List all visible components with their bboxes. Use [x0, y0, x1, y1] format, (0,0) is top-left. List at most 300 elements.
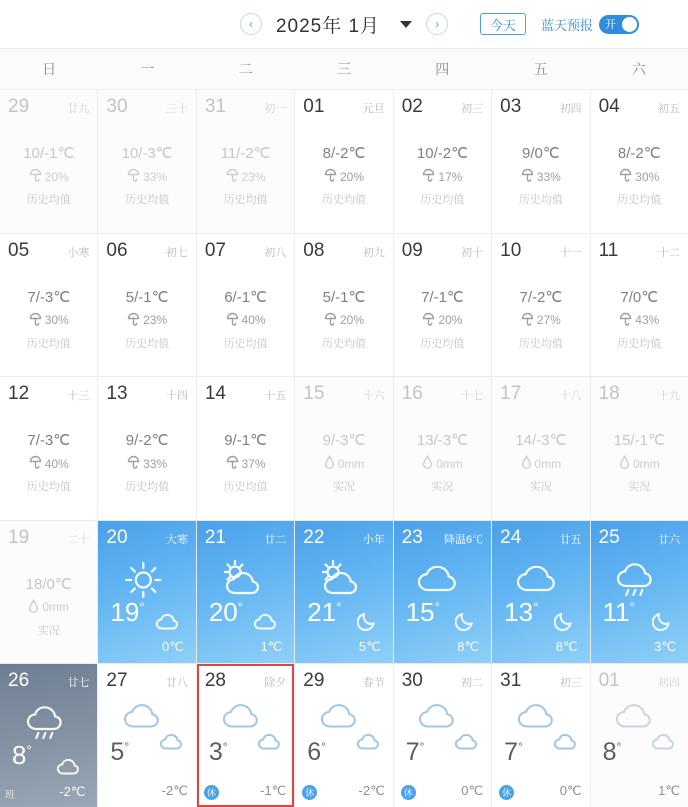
weekday-6: 六: [631, 61, 646, 77]
temperature-range: 7/-2℃: [519, 288, 563, 306]
day-number: 27: [106, 670, 128, 692]
calendar-day-cell[interactable]: [0, 90, 97, 233]
day-number: 01: [598, 670, 620, 692]
temperature-range: 11/-2℃: [220, 145, 271, 162]
calendar-day-cell[interactable]: [492, 664, 589, 807]
high-temperature: 11°: [602, 596, 635, 627]
droplet-icon: [28, 599, 39, 616]
temperature-range: 5/-1℃: [322, 288, 366, 306]
day-header: [599, 241, 680, 260]
blue-sky-forecast-label: 蓝天预报: [541, 17, 594, 33]
low-temperature: 1℃: [260, 639, 283, 655]
lunar-label: 十七: [461, 390, 484, 403]
lunar-label: 廿六: [658, 533, 680, 546]
day-number: 10: [500, 239, 522, 261]
realtime-label: 实况: [529, 481, 552, 494]
day-header: [205, 671, 286, 690]
calendar-day-cell[interactable]: [197, 377, 294, 520]
lunar-label: 三十: [165, 103, 188, 115]
umbrella-icon: [29, 168, 42, 185]
calendar-day-cell[interactable]: [98, 234, 195, 377]
history-label: 历史均值: [26, 194, 71, 206]
history-body: [8, 431, 89, 494]
droplet-icon: [521, 455, 532, 472]
day-header: [303, 528, 384, 547]
umbrella-icon: [226, 312, 239, 329]
history-body: [205, 144, 286, 207]
work-badge: 班: [5, 790, 15, 801]
day-number: 30: [401, 670, 423, 692]
history-label: 历史均值: [26, 481, 71, 494]
umbrella-icon: [127, 168, 140, 185]
holiday-badge: 休: [302, 785, 317, 800]
lunar-label: 廿二: [264, 533, 287, 546]
precip-probability: 20%: [324, 312, 364, 329]
history-body: [599, 288, 680, 351]
lunar-label: 二十: [67, 533, 90, 546]
precip-amount: 0mm: [324, 455, 365, 472]
low-temperature: -2℃: [358, 783, 385, 798]
history-body: [303, 144, 384, 207]
day-number: 26: [8, 670, 30, 692]
precip-probability: 33%: [127, 455, 167, 472]
umbrella-icon: [422, 168, 435, 185]
temperature-range: 7/-3℃: [27, 288, 71, 306]
history-label: 历史均值: [321, 337, 366, 350]
calendar-day-cell[interactable]: [295, 377, 392, 520]
calendar-day-cell[interactable]: [0, 377, 97, 520]
lunar-label: 小年: [362, 533, 385, 546]
day-number: 18: [598, 383, 620, 405]
cloud-icon: [512, 559, 562, 602]
precip-probability: 40%: [226, 312, 266, 329]
low-temperature: 0℃: [461, 783, 484, 798]
calendar-day-cell[interactable]: [197, 90, 294, 233]
day-header: [8, 97, 89, 116]
temperature-range: 9/-1℃: [224, 432, 267, 450]
cloud-small-icon: [552, 732, 580, 757]
calendar-day-cell[interactable]: [492, 377, 589, 520]
lunar-label: 十二: [658, 246, 680, 259]
umbrella-icon: [226, 168, 239, 185]
calendar-header: [0, 0, 688, 48]
calendar-day-cell[interactable]: [197, 234, 294, 377]
day-header: [205, 528, 286, 547]
forecast-body: [303, 553, 384, 664]
precip-probability: 23%: [127, 312, 167, 329]
history-body: [500, 288, 581, 351]
history-body: [402, 144, 483, 207]
day-header: [8, 241, 89, 260]
calendar-day-cell[interactable]: [295, 90, 392, 233]
day-number: 29: [303, 670, 325, 692]
day-header: [500, 384, 581, 403]
realtime-label: 实况: [332, 481, 355, 494]
calendar-day-cell[interactable]: [197, 521, 294, 664]
umbrella-icon: [127, 312, 140, 329]
cloud-small-icon: [256, 732, 284, 757]
day-number: 17: [500, 383, 522, 405]
lunar-label: 十五: [264, 390, 287, 403]
lunar-label: 十八: [559, 390, 582, 403]
lunar-label: 十一: [559, 246, 582, 259]
day-header: [599, 671, 680, 690]
precip-amount: 0mm: [422, 455, 463, 472]
day-header: [402, 528, 483, 547]
calendar-day-cell[interactable]: [394, 90, 491, 233]
high-temperature: 6°: [307, 738, 326, 767]
moon-icon: [554, 610, 576, 637]
history-label: 历史均值: [125, 337, 170, 350]
lunar-label: 十九: [658, 390, 680, 403]
precip-amount: 0mm: [28, 599, 69, 616]
umbrella-icon: [324, 168, 337, 185]
lunar-label: 初五: [658, 103, 680, 115]
history-body: [8, 144, 89, 207]
day-number: 31: [500, 670, 522, 692]
high-temperature: 20°: [208, 596, 243, 627]
forecast-switch[interactable]: [599, 15, 639, 34]
umbrella-icon: [422, 312, 435, 329]
calendar-day-cell[interactable]: [591, 664, 688, 807]
lunar-label: 初七: [165, 246, 188, 259]
calendar-day-cell[interactable]: [394, 521, 491, 664]
droplet-icon: [324, 455, 335, 472]
umbrella-icon: [29, 312, 42, 329]
forecast-body: [500, 553, 581, 664]
high-temperature: 3°: [208, 738, 228, 767]
low-temperature: 3℃: [654, 639, 676, 655]
forecast-switch-knob: [622, 17, 637, 32]
day-number: 04: [598, 96, 620, 117]
day-number: 03: [500, 96, 522, 117]
day-header: [402, 384, 483, 403]
low-temperature: 0℃: [162, 639, 184, 655]
blue-sky-forecast-toggle[interactable]: [541, 15, 639, 34]
day-number: 02: [401, 96, 423, 117]
day-header: [402, 97, 483, 116]
temperature-range: 5/-1℃: [125, 288, 169, 306]
droplet-icon: [422, 455, 433, 472]
high-temperature: 15°: [405, 596, 440, 627]
weekday-2: 二: [238, 61, 253, 77]
history-label: 历史均值: [125, 481, 170, 494]
day-header: [500, 97, 581, 116]
forecast-body: [402, 553, 483, 664]
precip-probability: 20%: [422, 312, 462, 329]
calendar-day-cell[interactable]: [591, 234, 688, 377]
lunar-label: 廿八: [165, 677, 188, 690]
calendar-day-cell[interactable]: [295, 664, 392, 807]
high-temperature: 19°: [110, 596, 145, 627]
day-header: [599, 97, 680, 116]
temperature-range: 8/-2℃: [617, 145, 661, 162]
forecast-body: [8, 696, 89, 807]
calendar-day-cell[interactable]: [492, 521, 589, 664]
calendar-day-cell[interactable]: [394, 377, 491, 520]
calendar-day-cell[interactable]: [591, 377, 688, 520]
low-temperature: 8℃: [555, 639, 578, 655]
history-body: [8, 288, 89, 351]
lunar-label: 初四: [658, 677, 680, 690]
day-header: [106, 241, 187, 260]
low-temperature: -2℃: [161, 783, 188, 798]
day-header: [205, 384, 286, 403]
day-header: [8, 384, 89, 403]
high-temperature: 13°: [504, 596, 539, 627]
day-number: 11: [598, 239, 619, 261]
day-number: 23: [401, 526, 423, 548]
holiday-badge: 休: [499, 785, 514, 800]
day-header: [303, 241, 384, 260]
high-temperature: 5°: [110, 738, 130, 767]
weekday-3: 三: [336, 61, 351, 77]
precip-probability: 37%: [226, 455, 266, 472]
lunar-label: 初二: [461, 677, 484, 690]
day-number: 12: [8, 383, 30, 405]
realtime-body: [303, 431, 384, 494]
calendar-day-cell[interactable]: [98, 377, 195, 520]
umbrella-icon: [127, 455, 140, 472]
day-number: 15: [303, 383, 325, 405]
precip-probability: 40%: [29, 455, 69, 472]
precip-probability: 33%: [127, 168, 167, 185]
prev-month-button[interactable]: ‹: [240, 13, 262, 35]
history-body: [106, 288, 187, 351]
temperature-range: 10/-3℃: [121, 145, 173, 162]
realtime-label: 实况: [37, 624, 60, 637]
temperature-range: 9/-3℃: [322, 432, 366, 450]
history-label: 历史均值: [125, 194, 170, 206]
calendar-day-cell[interactable]: [591, 90, 688, 233]
calendar-day-cell[interactable]: [0, 234, 97, 377]
calendar-day-cell[interactable]: [295, 234, 392, 377]
history-body: [205, 288, 286, 351]
lunar-label: 十四: [165, 390, 188, 403]
day-number: 08: [303, 239, 325, 261]
history-label: 历史均值: [420, 194, 465, 206]
calendar-day-cell[interactable]: [295, 521, 392, 664]
history-body: [599, 144, 680, 207]
cloud-icon: [154, 612, 182, 637]
calendar-day-cell[interactable]: [98, 664, 195, 807]
lunar-label: 春节: [362, 677, 385, 690]
realtime-body: [402, 431, 483, 494]
temperature-range: 9/-2℃: [125, 432, 169, 450]
history-label: 历史均值: [420, 337, 465, 350]
day-number: 31: [204, 96, 226, 117]
calendar-day-cell[interactable]: [492, 90, 589, 233]
cloud-icon: [252, 612, 280, 637]
lunar-label: 初一: [264, 103, 287, 115]
temperature-range: 13/-3℃: [416, 432, 468, 450]
day-header: [500, 671, 581, 690]
cloud-small-icon: [453, 732, 481, 757]
history-label: 历史均值: [518, 337, 563, 350]
day-number: 20: [106, 526, 128, 548]
umbrella-icon: [29, 455, 42, 472]
history-body: [106, 144, 187, 207]
day-header: [106, 528, 187, 547]
calendar-day-cell[interactable]: [492, 234, 589, 377]
day-header: [402, 241, 483, 260]
precip-probability: 23%: [226, 168, 266, 185]
history-label: 历史均值: [321, 194, 366, 206]
precip-probability: 30%: [619, 168, 659, 185]
high-temperature: 8°: [602, 738, 622, 767]
precip-amount: 0mm: [521, 455, 562, 472]
forecast-switch-label: 开: [605, 19, 617, 31]
low-temperature: 1℃: [658, 783, 680, 798]
history-label: 历史均值: [617, 194, 662, 206]
precip-probability: 33%: [521, 168, 561, 185]
history-body: [106, 431, 187, 494]
day-number: 14: [204, 383, 226, 405]
day-number: 07: [204, 239, 226, 261]
precip-probability: 20%: [324, 168, 364, 185]
day-header: [205, 97, 286, 116]
calendar-day-cell[interactable]: [394, 234, 491, 377]
day-number: 25: [598, 526, 620, 548]
weekday-1: 一: [140, 61, 155, 77]
calendar-day-cell[interactable]: [394, 664, 491, 807]
temperature-range: 6/-1℃: [224, 288, 267, 306]
droplet-icon: [619, 455, 630, 472]
lunar-label: 初四: [559, 103, 582, 115]
day-header: [8, 528, 89, 547]
lunar-label: 十六: [362, 390, 385, 403]
lunar-label: 初八: [264, 246, 287, 259]
history-label: 历史均值: [518, 194, 563, 206]
low-temperature: 5℃: [358, 639, 381, 655]
lunar-label: 初九: [362, 246, 385, 259]
high-temperature: 7°: [405, 738, 425, 767]
history-body: [303, 288, 384, 351]
day-number: 09: [401, 239, 423, 261]
lunar-label: 十三: [67, 390, 90, 403]
day-number: 01: [303, 96, 325, 117]
lunar-label: 降温6℃: [444, 533, 484, 546]
day-header: [106, 97, 187, 116]
day-number: 24: [500, 526, 522, 548]
temperature-range: 9/0℃: [522, 145, 560, 162]
day-number: 06: [106, 239, 128, 261]
lunar-label: 廿七: [67, 677, 90, 690]
today-button[interactable]: 今天: [480, 13, 526, 35]
low-temperature: -2℃: [59, 784, 86, 799]
next-month-button[interactable]: ›: [426, 13, 448, 35]
day-header: [303, 384, 384, 403]
high-temperature: 8°: [12, 740, 32, 771]
weekday-4: 四: [435, 61, 450, 77]
lunar-label: 初十: [461, 246, 484, 259]
weekday-5: 五: [533, 61, 548, 77]
history-body: [500, 144, 581, 207]
realtime-body: [500, 431, 581, 494]
weekday-0: 日: [42, 61, 57, 77]
chevron-down-icon[interactable]: [400, 21, 412, 28]
history-label: 历史均值: [223, 337, 268, 350]
high-temperature: 21°: [307, 596, 342, 627]
umbrella-icon: [226, 455, 239, 472]
umbrella-icon: [324, 312, 337, 329]
precip-amount: 0mm: [619, 455, 660, 472]
day-number: 22: [303, 526, 325, 548]
temperature-range: 7/-3℃: [27, 432, 71, 450]
precip-probability: 27%: [521, 312, 561, 329]
day-number: 28: [204, 670, 226, 692]
lunar-label: 初三: [559, 677, 582, 690]
day-header: [106, 671, 187, 690]
history-label: 历史均值: [26, 337, 71, 350]
moon-icon: [357, 610, 379, 637]
day-number: 05: [8, 239, 30, 261]
calendar-day-cell[interactable]: [0, 521, 97, 664]
temperature-range: 7/-1℃: [421, 288, 464, 306]
temperature-range: 10/-2℃: [416, 145, 468, 162]
day-header: [500, 528, 581, 547]
calendar-day-cell[interactable]: [98, 90, 195, 233]
umbrella-icon: [521, 168, 534, 185]
moon-icon: [652, 610, 674, 637]
day-header: [599, 384, 680, 403]
realtime-body: [599, 431, 680, 494]
day-number: 13: [106, 383, 128, 405]
weekday-header: [0, 48, 688, 90]
history-label: 历史均值: [617, 337, 662, 350]
cloud-icon: [413, 559, 463, 602]
month-title: 2025年 1月: [275, 15, 381, 37]
calendar-day-cell[interactable]: [98, 521, 195, 664]
temperature-range: 15/-1℃: [613, 432, 665, 450]
history-label: 历史均值: [223, 481, 268, 494]
umbrella-icon: [521, 312, 534, 329]
lunar-label: 大寒: [165, 533, 188, 546]
lunar-label: 除夕: [264, 677, 287, 690]
cloud-small-icon: [355, 732, 383, 757]
day-header: [106, 384, 187, 403]
umbrella-icon: [619, 168, 632, 185]
cloud-small-icon: [650, 732, 678, 757]
lunar-label: 初三: [461, 103, 484, 115]
cloud-small-icon: [158, 732, 186, 757]
cloud-icon: [55, 757, 83, 782]
precip-probability: 43%: [619, 312, 659, 329]
history-label: 历史均值: [223, 194, 268, 206]
realtime-label: 实况: [431, 481, 454, 494]
temperature-range: 8/-2℃: [322, 145, 366, 162]
temperature-range: 7/0℃: [620, 288, 659, 306]
lunar-label: 元旦: [362, 103, 385, 115]
day-header: [8, 671, 89, 690]
calendar-grid: [0, 90, 688, 807]
calendar-day-cell[interactable]: [0, 664, 97, 807]
holiday-badge: 休: [401, 785, 416, 800]
day-header: [303, 671, 384, 690]
lunar-label: 廿九: [67, 103, 90, 115]
month-nav: [240, 11, 448, 38]
lunar-label: 廿五: [559, 533, 582, 546]
moon-icon: [455, 610, 477, 637]
day-header: [205, 241, 286, 260]
calendar-day-cell[interactable]: [197, 664, 294, 807]
forecast-body: [106, 553, 187, 664]
calendar-day-cell[interactable]: [591, 521, 688, 664]
day-header: [402, 671, 483, 690]
low-temperature: 8℃: [457, 639, 480, 655]
day-header: [303, 97, 384, 116]
precip-probability: 17%: [422, 168, 462, 185]
